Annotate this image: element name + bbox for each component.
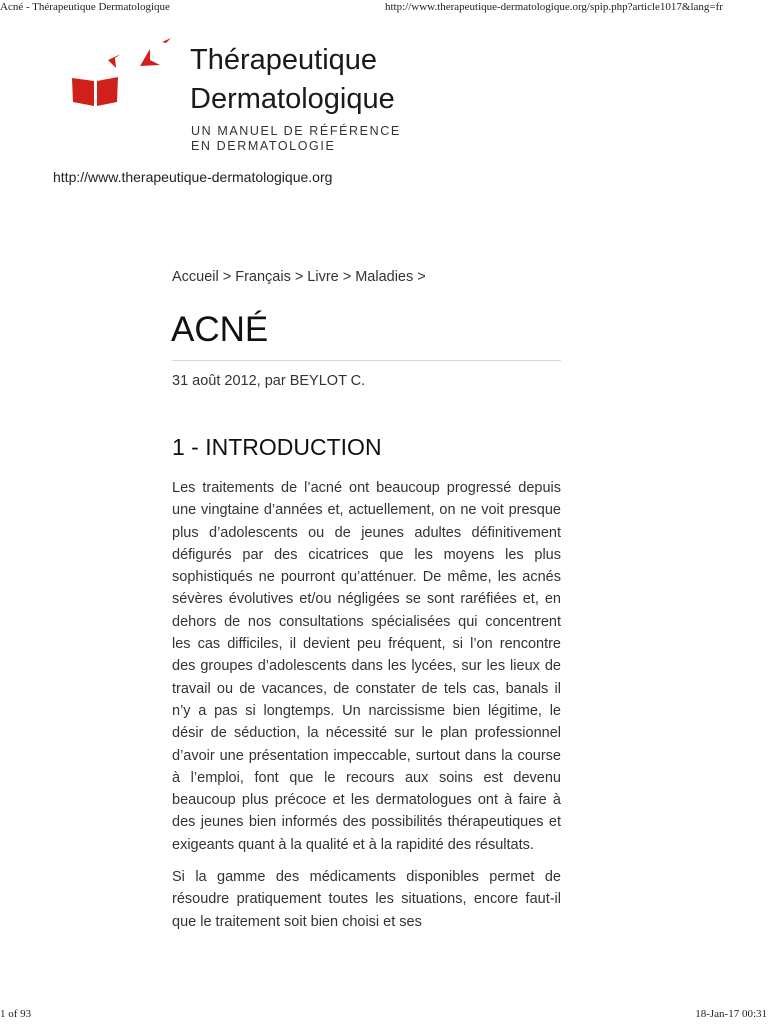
breadcrumb-item-maladies[interactable]: Maladies	[355, 269, 414, 285]
article-byline: 31 août 2012, par BEYLOT C.	[172, 373, 366, 389]
breadcrumb-separator: >	[417, 269, 426, 285]
print-footer	[0, 1008, 768, 1022]
site-title-line2: Dermatologique	[190, 83, 395, 115]
print-page-count: 1 of 93	[0, 1008, 32, 1020]
print-header	[0, 1, 768, 15]
article-title: ACNÉ	[171, 310, 269, 349]
site-title-line1: Thérapeutique	[190, 44, 378, 76]
breadcrumb-item-francais[interactable]: Français	[235, 269, 291, 285]
site-url-link[interactable]: http://www.therapeutique-dermatologique.org	[53, 169, 333, 185]
article-paragraph: Les traitements de l’acné ont beaucoup progressé depuis une vingtaine d’années et, actuellement, on ne voit presque plus d’adolescents ou de jeunes adultes définitivement défigurés par des cicatrices que les moyens les plus sophistiqués ne pourront qu’atténuer. De même, les acnés sévères évolutives et/ou négligées se sont raréfiées et, en dehors de nos consultations spécialisées qui concentrent les cas difficiles, il devient peu fréquent, si l’on rencontre des groupes d’adolescents dans les lycées, sur les lieux de travail ou de vacances, de constater de tels cas, banals il n’y a pas si longtemps. Un narcissisme bien légitime, le désir de séduction, la nécessité sur le plan professionnel d’avoir une présentation impeccable, surtout dans la course à l’emploi, font que le recours aux soins est devenu beaucoup plus précoce et les dermatologues ont à faire à des jeunes bien informés des possibilités thérapeutiques et exigeants quant à la qualité et à la rapidité des résultats.	[172, 480, 561, 853]
site-slogan	[191, 124, 451, 154]
article-paragraph: Si la gamme des médicaments disponibles permet de résoudre pratiquement toutes les situations, encore faut-il que le traitement soit bien choisi et ses	[172, 869, 561, 930]
breadcrumb-separator: >	[294, 269, 304, 285]
red-book-birds-logo-icon	[70, 36, 178, 110]
breadcrumb-item-livre[interactable]: Livre	[307, 269, 339, 285]
site-title	[190, 41, 395, 119]
breadcrumb-item-accueil[interactable]: Accueil	[172, 269, 219, 285]
print-timestamp: 18-Jan-17 00:31	[695, 1008, 767, 1020]
site-slogan-line2: EN DERMATOLOGIE	[191, 139, 336, 153]
article-body	[172, 477, 561, 943]
breadcrumb	[172, 269, 430, 285]
section-heading: 1 - INTRODUCTION	[172, 434, 382, 460]
print-page-url: http://www.therapeutique-dermatologique.org/spip.php?article1017&lang=fr	[385, 1, 723, 13]
breadcrumb-separator: >	[222, 269, 232, 285]
title-divider	[172, 360, 561, 361]
print-page-title: Acné - Thérapeutique Dermatologique	[0, 1, 170, 13]
site-slogan-line1: UN MANUEL DE RÉFÉRENCE	[191, 124, 401, 138]
breadcrumb-separator: >	[342, 269, 352, 285]
site-logo[interactable]	[70, 36, 178, 110]
